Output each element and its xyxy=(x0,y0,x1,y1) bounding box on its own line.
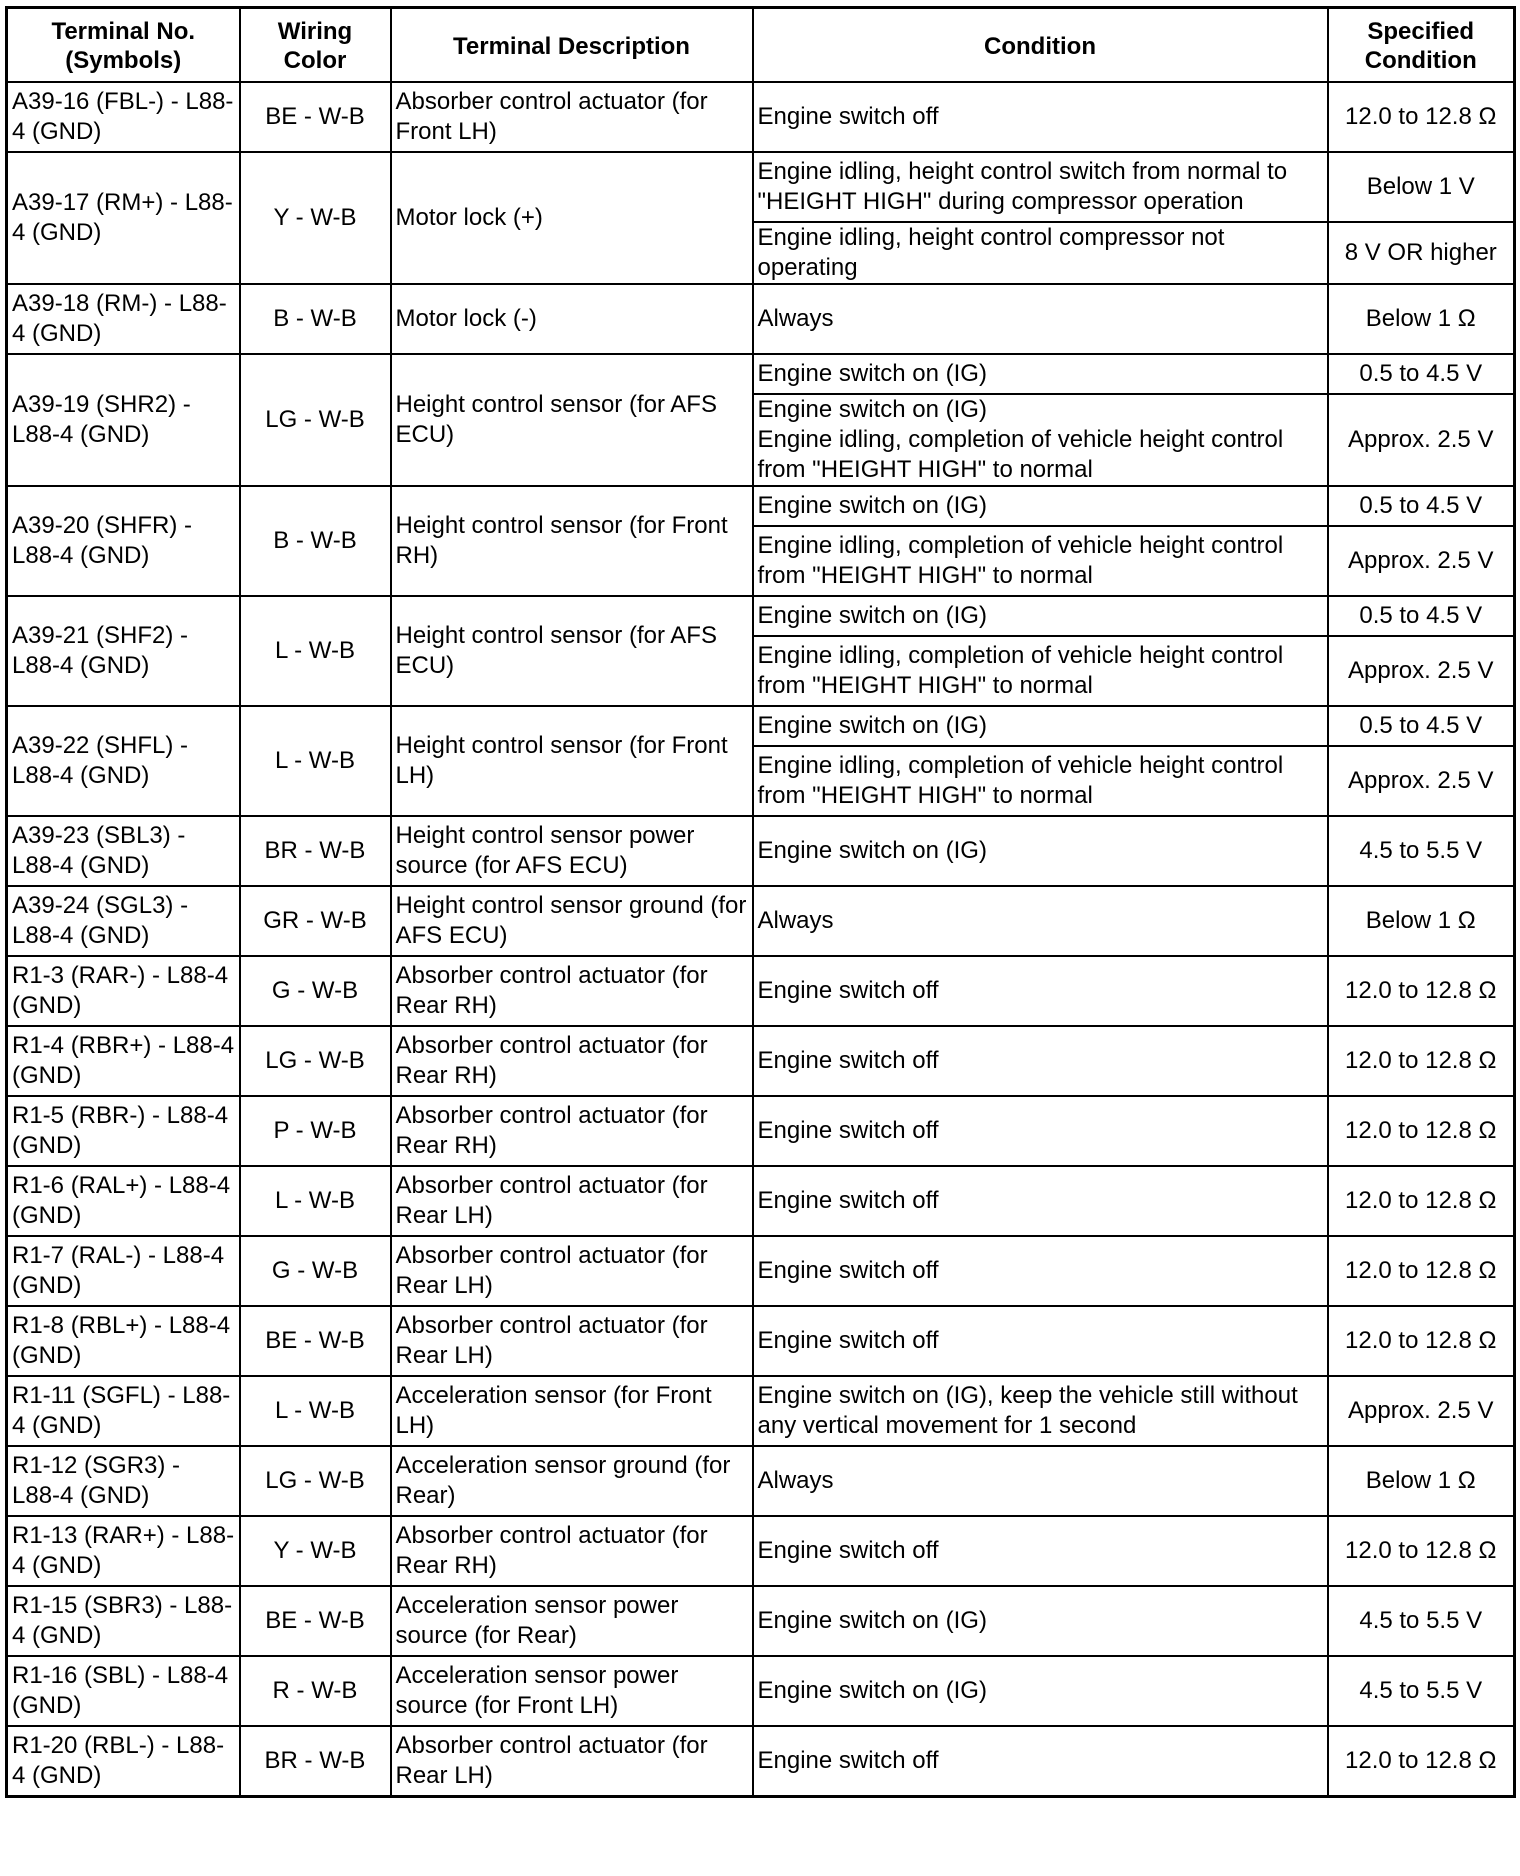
condition-cell: Engine switch off xyxy=(753,1026,1328,1096)
condition-cell: Always xyxy=(753,1446,1328,1516)
header-wiring-color: Wiring Color xyxy=(240,8,391,83)
table-row xyxy=(7,1096,1515,1166)
specified-condition-cell: 0.5 to 4.5 V xyxy=(1328,486,1515,526)
wiring-color-cell: B - W-B xyxy=(240,284,391,354)
specified-condition-cell: 12.0 to 12.8 Ω xyxy=(1328,956,1515,1026)
terminal-cell: A39-21 (SHF2) - L88-4 (GND) xyxy=(7,596,240,706)
header-row xyxy=(7,8,1515,83)
specified-condition-cell: 12.0 to 12.8 Ω xyxy=(1328,1236,1515,1306)
table-row xyxy=(7,816,1515,886)
condition-cell: Always xyxy=(753,284,1328,354)
header-terminal: Terminal No. (Symbols) xyxy=(7,8,240,83)
wiring-color-cell: R - W-B xyxy=(240,1656,391,1726)
terminal-cell: R1-7 (RAL-) - L88-4 (GND) xyxy=(7,1236,240,1306)
table-row xyxy=(7,486,1515,526)
terminal-description-cell: Acceleration sensor (for Front LH) xyxy=(391,1376,753,1446)
terminal-description-cell: Motor lock (+) xyxy=(391,152,753,284)
wiring-color-cell: Y - W-B xyxy=(240,152,391,284)
specified-condition-cell: 12.0 to 12.8 Ω xyxy=(1328,1516,1515,1586)
table-row xyxy=(7,1516,1515,1586)
condition-cell: Engine switch off xyxy=(753,1236,1328,1306)
table-row xyxy=(7,1446,1515,1516)
header-terminal-description: Terminal Description xyxy=(391,8,753,83)
table-row xyxy=(7,706,1515,746)
terminal-cell: R1-6 (RAL+) - L88-4 (GND) xyxy=(7,1166,240,1236)
terminal-description-cell: Absorber control actuator (for Rear RH) xyxy=(391,1026,753,1096)
condition-cell: Engine switch on (IG) xyxy=(753,486,1328,526)
condition-cell: Engine idling, completion of vehicle height control from "HEIGHT HIGH" to normal xyxy=(753,636,1328,706)
table-row xyxy=(7,596,1515,636)
terminal-description-cell: Absorber control actuator (for Rear LH) xyxy=(391,1726,753,1797)
specified-condition-cell: 4.5 to 5.5 V xyxy=(1328,816,1515,886)
terminal-cell: R1-3 (RAR-) - L88-4 (GND) xyxy=(7,956,240,1026)
table-row xyxy=(7,82,1515,152)
terminal-cell: R1-5 (RBR-) - L88-4 (GND) xyxy=(7,1096,240,1166)
specified-condition-cell: 4.5 to 5.5 V xyxy=(1328,1656,1515,1726)
condition-cell: Engine switch off xyxy=(753,1516,1328,1586)
table-body xyxy=(7,82,1515,1797)
table-row xyxy=(7,284,1515,354)
table-row xyxy=(7,1376,1515,1446)
terminal-cell: R1-15 (SBR3) - L88-4 (GND) xyxy=(7,1586,240,1656)
terminal-description-cell: Height control sensor (for Front LH) xyxy=(391,706,753,816)
wiring-color-cell: LG - W-B xyxy=(240,1446,391,1516)
terminal-cell: R1-8 (RBL+) - L88-4 (GND) xyxy=(7,1306,240,1376)
specified-condition-cell: 12.0 to 12.8 Ω xyxy=(1328,1726,1515,1797)
terminal-description-cell: Acceleration sensor ground (for Rear) xyxy=(391,1446,753,1516)
terminal-cell: R1-4 (RBR+) - L88-4 (GND) xyxy=(7,1026,240,1096)
specified-condition-cell: Approx. 2.5 V xyxy=(1328,526,1515,596)
terminal-description-cell: Height control sensor power source (for AFS ECU) xyxy=(391,816,753,886)
condition-cell: Always xyxy=(753,886,1328,956)
condition-cell: Engine switch off xyxy=(753,1306,1328,1376)
specified-condition-cell: 0.5 to 4.5 V xyxy=(1328,706,1515,746)
terminal-cell: A39-17 (RM+) - L88-4 (GND) xyxy=(7,152,240,284)
wiring-color-cell: GR - W-B xyxy=(240,886,391,956)
table-row xyxy=(7,1026,1515,1096)
terminal-description-cell: Absorber control actuator (for Rear RH) xyxy=(391,956,753,1026)
terminal-description-cell: Absorber control actuator (for Rear RH) xyxy=(391,1096,753,1166)
terminal-cell: A39-20 (SHFR) - L88-4 (GND) xyxy=(7,486,240,596)
specified-condition-cell: 4.5 to 5.5 V xyxy=(1328,1586,1515,1656)
terminal-description-cell: Height control sensor (for AFS ECU) xyxy=(391,354,753,486)
table-row xyxy=(7,152,1515,222)
condition-cell: Engine switch on (IG) xyxy=(753,354,1328,394)
terminal-cell: R1-20 (RBL-) - L88-4 (GND) xyxy=(7,1726,240,1797)
table-row xyxy=(7,1236,1515,1306)
specified-condition-cell: 0.5 to 4.5 V xyxy=(1328,354,1515,394)
terminal-description-cell: Absorber control actuator (for Rear RH) xyxy=(391,1516,753,1586)
wiring-color-cell: Y - W-B xyxy=(240,1516,391,1586)
specified-condition-cell: 8 V OR higher xyxy=(1328,222,1515,284)
specified-condition-cell: 12.0 to 12.8 Ω xyxy=(1328,1096,1515,1166)
wiring-color-cell: BR - W-B xyxy=(240,1726,391,1797)
terminal-description-cell: Absorber control actuator (for Rear LH) xyxy=(391,1306,753,1376)
wiring-color-cell: L - W-B xyxy=(240,1376,391,1446)
specified-condition-cell: 12.0 to 12.8 Ω xyxy=(1328,1306,1515,1376)
condition-cell: Engine idling, completion of vehicle height control from "HEIGHT HIGH" to normal xyxy=(753,746,1328,816)
condition-cell: Engine switch on (IG) Engine idling, completion of vehicle height control from "HEIGHT HIGH" to normal xyxy=(753,394,1328,486)
condition-cell: Engine switch off xyxy=(753,956,1328,1026)
terminal-cell: A39-16 (FBL-) - L88-4 (GND) xyxy=(7,82,240,152)
specified-condition-cell: Below 1 Ω xyxy=(1328,284,1515,354)
terminal-description-cell: Motor lock (-) xyxy=(391,284,753,354)
wiring-color-cell: B - W-B xyxy=(240,486,391,596)
header-condition: Condition xyxy=(753,8,1328,83)
terminal-description-cell: Acceleration sensor power source (for Front LH) xyxy=(391,1656,753,1726)
table-row xyxy=(7,1306,1515,1376)
wiring-color-cell: G - W-B xyxy=(240,1236,391,1306)
specified-condition-cell: Approx. 2.5 V xyxy=(1328,746,1515,816)
condition-cell: Engine switch off xyxy=(753,1096,1328,1166)
table-row xyxy=(7,1656,1515,1726)
specified-condition-cell: 12.0 to 12.8 Ω xyxy=(1328,1166,1515,1236)
specified-condition-cell: Below 1 V xyxy=(1328,152,1515,222)
terminal-cell: R1-16 (SBL) - L88-4 (GND) xyxy=(7,1656,240,1726)
condition-cell: Engine idling, height control switch from normal to "HEIGHT HIGH" during compressor operation xyxy=(753,152,1328,222)
condition-cell: Engine switch off xyxy=(753,1726,1328,1797)
specified-condition-cell: 0.5 to 4.5 V xyxy=(1328,596,1515,636)
table-row xyxy=(7,354,1515,394)
table-row xyxy=(7,1166,1515,1236)
wiring-color-cell: LG - W-B xyxy=(240,354,391,486)
condition-cell: Engine idling, completion of vehicle height control from "HEIGHT HIGH" to normal xyxy=(753,526,1328,596)
terminal-cell: A39-24 (SGL3) - L88-4 (GND) xyxy=(7,886,240,956)
specified-condition-cell: Below 1 Ω xyxy=(1328,886,1515,956)
wiring-color-cell: BE - W-B xyxy=(240,1306,391,1376)
terminal-cell: R1-13 (RAR+) - L88-4 (GND) xyxy=(7,1516,240,1586)
terminal-description-cell: Absorber control actuator (for Rear LH) xyxy=(391,1166,753,1236)
terminal-cell: R1-11 (SGFL) - L88-4 (GND) xyxy=(7,1376,240,1446)
specified-condition-cell: 12.0 to 12.8 Ω xyxy=(1328,82,1515,152)
wiring-color-cell: P - W-B xyxy=(240,1096,391,1166)
wiring-color-cell: L - W-B xyxy=(240,706,391,816)
condition-cell: Engine switch on (IG), keep the vehicle still without any vertical movement for 1 second xyxy=(753,1376,1328,1446)
terminal-description-cell: Absorber control actuator (for Front LH) xyxy=(391,82,753,152)
terminal-cell: A39-22 (SHFL) - L88-4 (GND) xyxy=(7,706,240,816)
wiring-color-cell: L - W-B xyxy=(240,1166,391,1236)
terminal-cell: R1-12 (SGR3) - L88-4 (GND) xyxy=(7,1446,240,1516)
terminal-description-cell: Absorber control actuator (for Rear LH) xyxy=(391,1236,753,1306)
wiring-color-cell: LG - W-B xyxy=(240,1026,391,1096)
terminal-cell: A39-18 (RM-) - L88-4 (GND) xyxy=(7,284,240,354)
wiring-color-cell: G - W-B xyxy=(240,956,391,1026)
wiring-color-cell: L - W-B xyxy=(240,596,391,706)
condition-cell: Engine switch off xyxy=(753,82,1328,152)
wiring-color-cell: BE - W-B xyxy=(240,1586,391,1656)
terminal-cell: A39-23 (SBL3) - L88-4 (GND) xyxy=(7,816,240,886)
wiring-color-cell: BE - W-B xyxy=(240,82,391,152)
table-row xyxy=(7,1726,1515,1797)
condition-cell: Engine switch on (IG) xyxy=(753,596,1328,636)
condition-cell: Engine switch on (IG) xyxy=(753,1656,1328,1726)
terminal-table-container xyxy=(5,6,1513,1798)
condition-cell: Engine switch on (IG) xyxy=(753,816,1328,886)
specified-condition-cell: Approx. 2.5 V xyxy=(1328,1376,1515,1446)
condition-cell: Engine idling, height control compressor not operating xyxy=(753,222,1328,284)
terminal-description-cell: Height control sensor ground (for AFS ECU) xyxy=(391,886,753,956)
terminal-description-cell: Height control sensor (for Front RH) xyxy=(391,486,753,596)
condition-cell: Engine switch off xyxy=(753,1166,1328,1236)
table-row xyxy=(7,1586,1515,1656)
terminal-cell: A39-19 (SHR2) - L88-4 (GND) xyxy=(7,354,240,486)
condition-cell: Engine switch on (IG) xyxy=(753,1586,1328,1656)
specified-condition-cell: Approx. 2.5 V xyxy=(1328,636,1515,706)
terminal-description-cell: Height control sensor (for AFS ECU) xyxy=(391,596,753,706)
table-row xyxy=(7,886,1515,956)
specified-condition-cell: 12.0 to 12.8 Ω xyxy=(1328,1026,1515,1096)
specified-condition-cell: Below 1 Ω xyxy=(1328,1446,1515,1516)
wiring-color-cell: BR - W-B xyxy=(240,816,391,886)
header-specified-condition: Specified Condition xyxy=(1328,8,1515,83)
table-row xyxy=(7,956,1515,1026)
terminal-spec-table xyxy=(5,6,1516,1798)
condition-cell: Engine switch on (IG) xyxy=(753,706,1328,746)
specified-condition-cell: Approx. 2.5 V xyxy=(1328,394,1515,486)
terminal-description-cell: Acceleration sensor power source (for Rear) xyxy=(391,1586,753,1656)
